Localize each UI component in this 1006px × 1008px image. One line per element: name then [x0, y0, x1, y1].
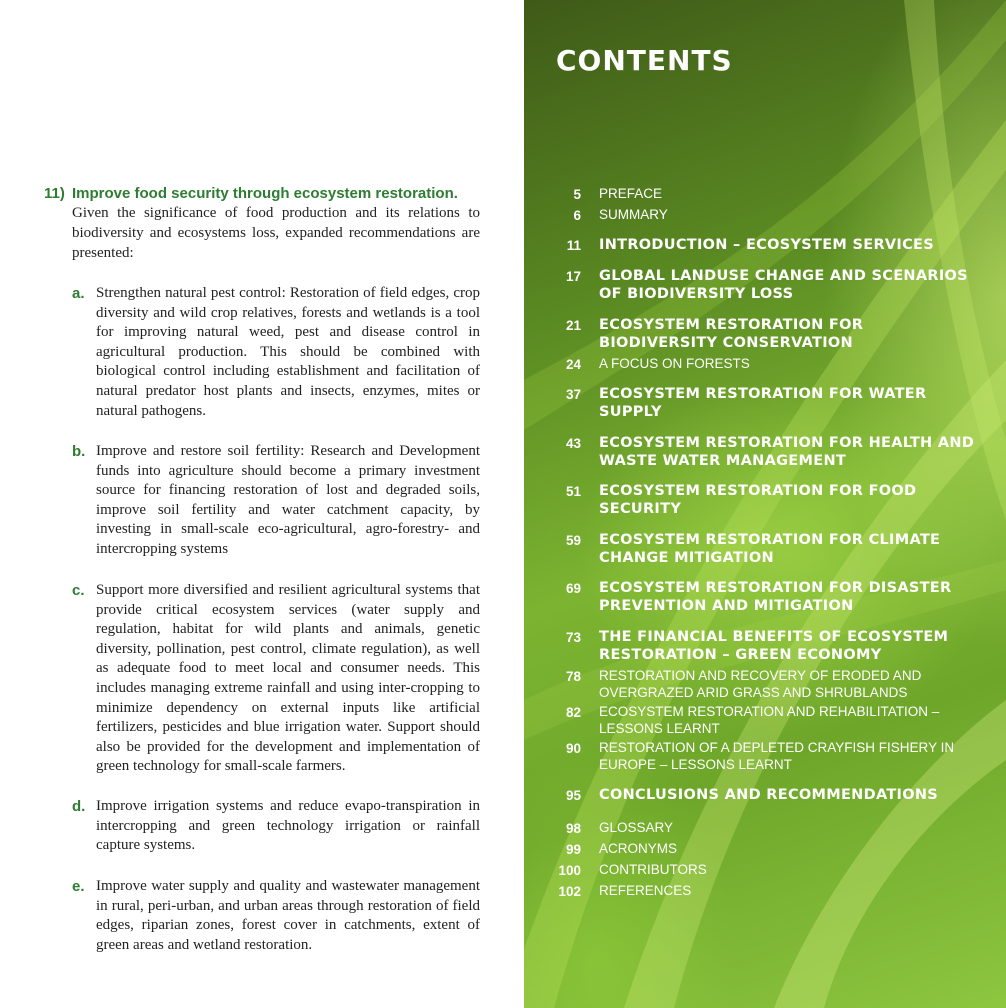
subitem-letter: a. [72, 285, 85, 302]
toc-title: ECOSYSTEM RESTORATION FOR CLIMATE CHANGE MITIGATION [599, 532, 941, 566]
toc-page-number: 24 [565, 357, 581, 372]
toc-page-number: 51 [565, 484, 581, 499]
toc-title: CONTRIBUTORS [599, 862, 707, 877]
toc-title: SUMMARY [599, 207, 668, 222]
toc-title: PREFACE [599, 186, 663, 201]
toc-page-number: 59 [565, 533, 581, 548]
toc-title: ECOSYSTEM RESTORATION FOR WATER SUPPLY [599, 386, 927, 420]
toc-page-number: 5 [573, 187, 581, 202]
toc-page-number: 43 [565, 436, 581, 451]
toc-title: INTRODUCTION – ECOSYSTEM SERVICES [599, 237, 935, 253]
toc-title: REFERENCES [599, 883, 692, 898]
toc-page-number: 99 [565, 842, 581, 857]
toc-page-number: 95 [565, 788, 581, 803]
subitem-letter: e. [72, 878, 85, 895]
item-intro: Given the significance of food production and its relations to biodiversity and ecosystems loss, expanded recommendations are presented: [72, 205, 480, 261]
toc-page-number: 100 [558, 863, 581, 878]
subitem-text: Strengthen natural pest control: Restoration of field edges, crop diversity and wild crop relatives, forests and wetlands is a tool for improving natural weed, pest and disease control in agricultural production. This should be combined with biological control including establishment and facilitation of natural predator host plants and insects, enzymes, mites or natural pathogens. [96, 285, 480, 419]
toc-page-number: 78 [565, 669, 581, 684]
toc-page-number: 21 [565, 318, 581, 333]
toc-title: THE FINANCIAL BENEFITS OF ECOSYSTEM RESTORATION – GREEN ECONOMY [599, 629, 949, 663]
toc-title: GLOSSARY [599, 820, 674, 835]
toc-page-number: 11 [566, 238, 581, 253]
toc-title: ECOSYSTEM RESTORATION FOR HEALTH AND WASTE WATER MANAGEMENT [599, 435, 975, 469]
subitem-text: Support more diversified and resilient agricultural systems that provide critical ecosystem services (water supply and regulation, habitat for wild plants and animals, genetic diversity, pollination, pest control, climate regulation), as well as adequate food to meet local and consumer needs. This includes managing extreme rainfall and using inter-cropping to minimize dependency on external inputs like artificial fertilizers, pesticides and blue irrigation water. Support should also be provided for the development and implementation of green technology for small-scale farmers. [96, 582, 480, 775]
subitem-text: Improve water supply and quality and wastewater management in rural, peri-urban, and urban areas through restoration of field edges, riparian zones, forest cover in catchments, extent of green areas and wetland restoration. [96, 878, 480, 953]
toc-title: A FOCUS ON FORESTS [599, 356, 750, 371]
toc-title: GLOBAL LANDUSE CHANGE AND SCENARIOS OF BIODIVERSITY LOSS [599, 268, 968, 302]
toc-title: ECOSYSTEM RESTORATION FOR BIODIVERSITY CONSERVATION [599, 317, 864, 351]
toc-title: ECOSYSTEM RESTORATION AND REHABILITATION – LESSONS LEARNT [599, 704, 940, 736]
contents-title: CONTENTS [556, 44, 733, 77]
toc-page-number: 82 [565, 705, 581, 720]
item-number: 11) [44, 185, 65, 202]
toc-title: ACRONYMS [599, 841, 678, 856]
toc-title: RESTORATION AND RECOVERY OF ERODED AND OVERGRAZED ARID GRASS AND SHRUBLANDS [599, 668, 922, 700]
subitem-letter: d. [72, 798, 86, 815]
subitem-text: Improve irrigation systems and reduce evapo-transpiration in intercropping and green technology irrigation or rainfall capture systems. [96, 798, 480, 854]
toc-title: CONCLUSIONS AND RECOMMENDATIONS [599, 787, 939, 803]
toc-title: ECOSYSTEM RESTORATION FOR FOOD SECURITY [599, 483, 917, 517]
toc-page-number: 69 [565, 581, 581, 596]
toc-page-number: 73 [565, 630, 581, 645]
subitem-letter: c. [72, 582, 85, 599]
item-heading: Improve food security through ecosystem restoration. [72, 185, 458, 202]
toc-page-number: 17 [565, 269, 581, 284]
toc-page-number: 37 [565, 387, 581, 402]
toc-page-number: 90 [565, 741, 581, 756]
contents-page [524, 0, 1006, 1008]
subitem-letter: b. [72, 443, 86, 460]
toc-page-number: 6 [573, 208, 581, 223]
subitem-text: Improve and restore soil fertility: Research and Development funds into agriculture should become a primary investment source for financing restoration of lost and degraded soils, improve soil fertility and water catchment capacity, by investing in small-scale eco-agricultural, agro-forestry- and intercropping systems [96, 443, 480, 557]
toc-title: ECOSYSTEM RESTORATION FOR DISASTER PREVENTION AND MITIGATION [599, 580, 952, 614]
toc-page-number: 102 [558, 884, 581, 899]
toc-title: RESTORATION OF A DEPLETED CRAYFISH FISHERY IN EUROPE – LESSONS LEARNT [599, 740, 955, 772]
toc-page-number: 98 [565, 821, 581, 836]
